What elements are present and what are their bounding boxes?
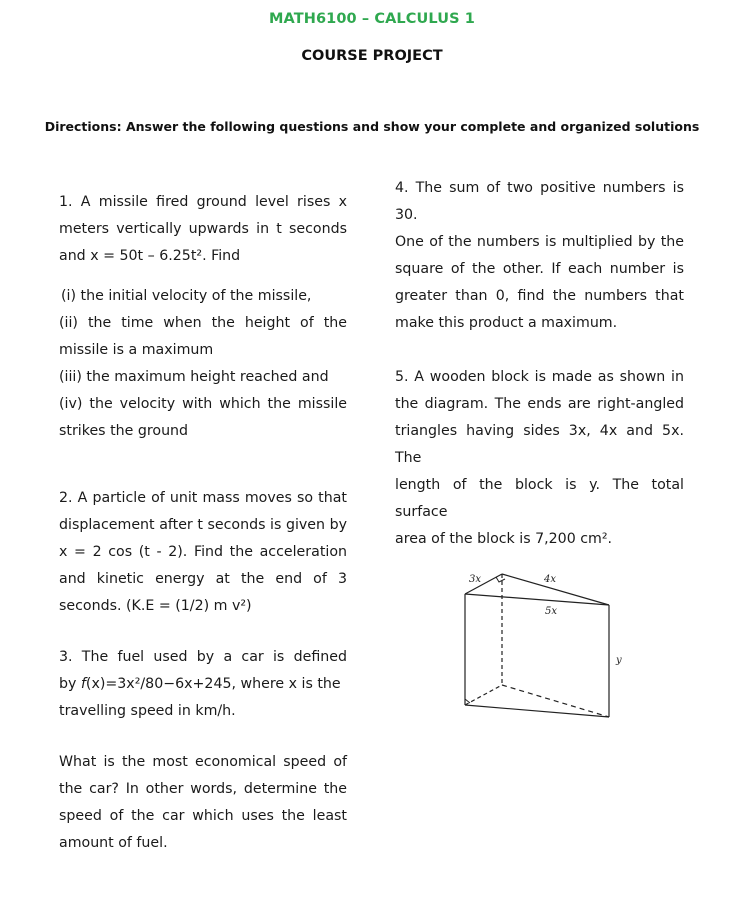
q1-line-1: 1. A missile fired ground level rises x xyxy=(59,194,347,210)
question-3 xyxy=(59,644,347,725)
question-3-part-2 xyxy=(59,749,347,857)
q3-para-2-line-4: amount of fuel. xyxy=(59,835,168,851)
question-4 xyxy=(395,175,684,337)
q3-line-2-prefix: by xyxy=(59,676,81,692)
q2-line-4: and kinetic energy at the end of 3 xyxy=(59,571,347,587)
q3-line-2 xyxy=(59,671,347,698)
q2-line-5: seconds. (K.E = (1/2) m v²) xyxy=(59,598,252,614)
label-y: y xyxy=(616,655,622,666)
q5-line-4: length of the block is y. The total surface xyxy=(395,477,684,520)
q3-line-1: 3. The fuel used by a car is defined xyxy=(59,649,347,665)
q1-part-iii: (iii) the maximum height reached and xyxy=(59,369,329,385)
q5-line-1: 5. A wooden block is made as shown in xyxy=(395,369,684,385)
q5-line-2: the diagram. The ends are right-angled xyxy=(395,396,684,412)
edge-bottom-front xyxy=(465,705,609,717)
question-2 xyxy=(59,485,347,620)
q4-line-1: 4. The sum of two positive numbers is 30. xyxy=(395,180,684,223)
question-5 xyxy=(395,364,684,553)
q3-line-3: travelling speed in km/h. xyxy=(59,703,236,719)
directions: Directions: Answer the following questions and show your complete and organized solutions xyxy=(44,119,700,134)
q4-line-4: greater than 0, find the numbers that xyxy=(395,288,684,304)
q1-part-ii-line-2: missile is a maximum xyxy=(59,342,214,358)
question-1-parts xyxy=(59,283,347,445)
edge-5x xyxy=(465,594,609,605)
label-3x: 3x xyxy=(469,574,482,585)
q1-part-ii-line-1: (ii) the time when the height of the xyxy=(59,315,347,331)
right-angle-mark-bottom xyxy=(465,699,470,703)
q5-line-5: area of the block is 7,200 cm². xyxy=(395,531,613,547)
q2-line-2: displacement after t seconds is given by xyxy=(59,517,347,533)
q3-para-2-line-2: the car? In other words, determine the xyxy=(59,781,347,797)
q2-line-3: x = 2 cos (t - 2). Find the acceleration xyxy=(59,544,347,560)
q4-line-5: make this product a maximum. xyxy=(395,315,618,331)
q3-para-2-line-3: speed of the car which uses the least xyxy=(59,808,347,824)
label-5x: 5x xyxy=(545,606,558,617)
q1-part-iv-line-1: (iv) the velocity with which the missile xyxy=(59,396,347,412)
question-1 xyxy=(59,189,347,270)
q3-line-2-rest: (x)=3x²/80−6x+245, where x is the xyxy=(85,676,341,692)
wooden-block-diagram xyxy=(455,565,635,725)
document-title: COURSE PROJECT xyxy=(301,48,443,64)
q5-line-3: triangles having sides 3x, 4x and 5x. The xyxy=(395,423,684,466)
q2-line-1: 2. A particle of unit mass moves so that xyxy=(59,490,347,506)
q1-part-i: (i) the initial velocity of the missile, xyxy=(61,288,312,304)
q3-para-2-line-1: What is the most economical speed of xyxy=(59,754,347,770)
q1-line-3: and x = 50t – 6.25t². Find xyxy=(59,248,241,264)
edge-bottom-hidden-short xyxy=(465,685,502,705)
q4-line-3: square of the other. If each number is xyxy=(395,261,684,277)
q1-part-iv-line-2: strikes the ground xyxy=(59,423,189,439)
q3-function-symbol: f xyxy=(80,676,86,692)
course-code: MATH6100 – CALCULUS 1 xyxy=(269,11,475,27)
right-angle-mark-top xyxy=(496,577,505,582)
label-4x: 4x xyxy=(544,574,557,585)
q1-line-2: meters vertically upwards in t seconds xyxy=(59,221,347,237)
q4-line-2: One of the numbers is multiplied by the xyxy=(395,234,684,250)
